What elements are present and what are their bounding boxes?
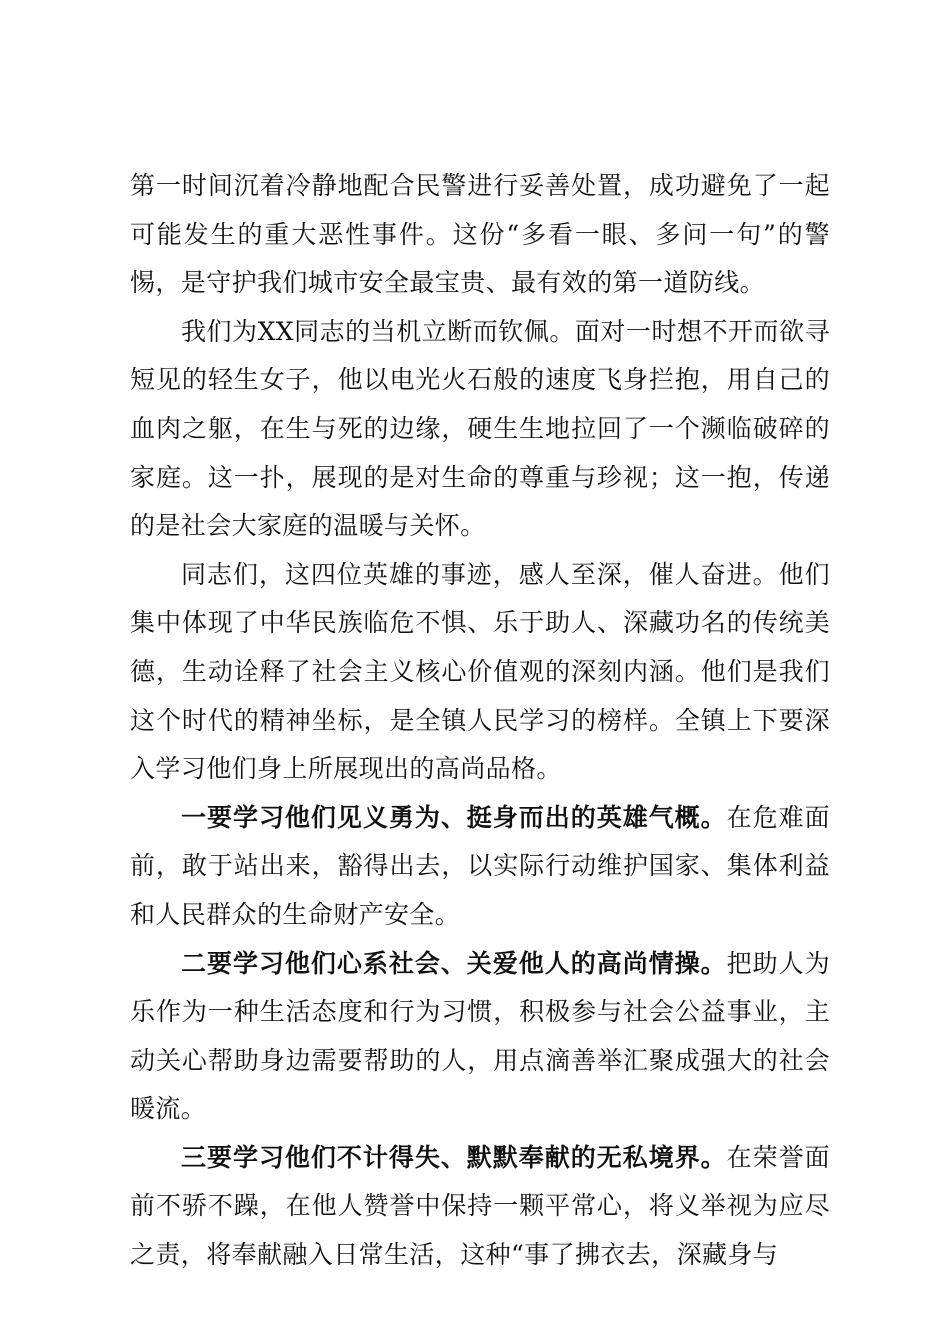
paragraph-text: 在荣誉面前不骄不躁，在他人赞誉中保持一颗平常心，将义举视为应尽之责，将奉献融入日常生活，这种“事了拂衣去，深藏身与 xyxy=(130,1142,830,1270)
paragraph-point-one xyxy=(130,794,830,940)
paragraph-text: 我们为XX同志的当机立断而钦佩。面对一时想不开而欲寻短见的轻生女子，他以电光火石般的速度飞身拦抱，用自己的血肉之躯，在生与死的边缘，硬生生地拉回了一个濒临破碎的家庭。这一扑，展现的是对生命的尊重与珍视；这一抱，传递的是社会大家庭的温暖与关怀。 xyxy=(130,316,830,541)
paragraph-lead-sentence: 一要学习他们见义勇为、挺身而出的英雄气概。 xyxy=(181,802,727,832)
paragraph xyxy=(130,308,830,551)
paragraph-point-three xyxy=(130,1134,830,1280)
paragraph-continuation xyxy=(130,162,830,308)
paragraph-text: 在危难面前，敢于站出来，豁得出去，以实际行动维护国家、集体利益和人民群众的生命财产安全。 xyxy=(130,802,830,929)
paragraph xyxy=(130,551,830,794)
paragraph-text: 把助人为乐作为一种生活态度和行为习惯，积极参与社会公益事业，主动关心帮助身边需要帮助的人，用点滴善举汇聚成强大的社会暖流。 xyxy=(130,948,830,1124)
paragraph-lead-sentence: 二要学习他们心系社会、关爱他人的高尚情操。 xyxy=(181,948,727,978)
paragraph-lead-sentence: 三要学习他们不计得失、默默奉献的无私境界。 xyxy=(181,1142,727,1172)
paragraph-text: 第一时间沉着冷静地配合民警进行妥善处置，成功避免了一起可能发生的重大恶性事件。这份“多看一眼、多问一句”的警惕，是守护我们城市安全最宝贵、最有效的第一道防线。 xyxy=(130,171,830,298)
paragraph-text: 同志们，这四位英雄的事迹，感人至深，催人奋进。他们集中体现了中华民族临危不惧、乐于助人、深藏功名的传统美德，生动诠释了社会主义核心价值观的深刻内涵。他们是我们这个时代的精神坐标，是全镇人民学习的榜样。全镇上下要深入学习他们身上所展现出的高尚品格。 xyxy=(130,559,830,784)
paragraph-point-two xyxy=(130,940,830,1134)
document-body xyxy=(130,162,830,1280)
